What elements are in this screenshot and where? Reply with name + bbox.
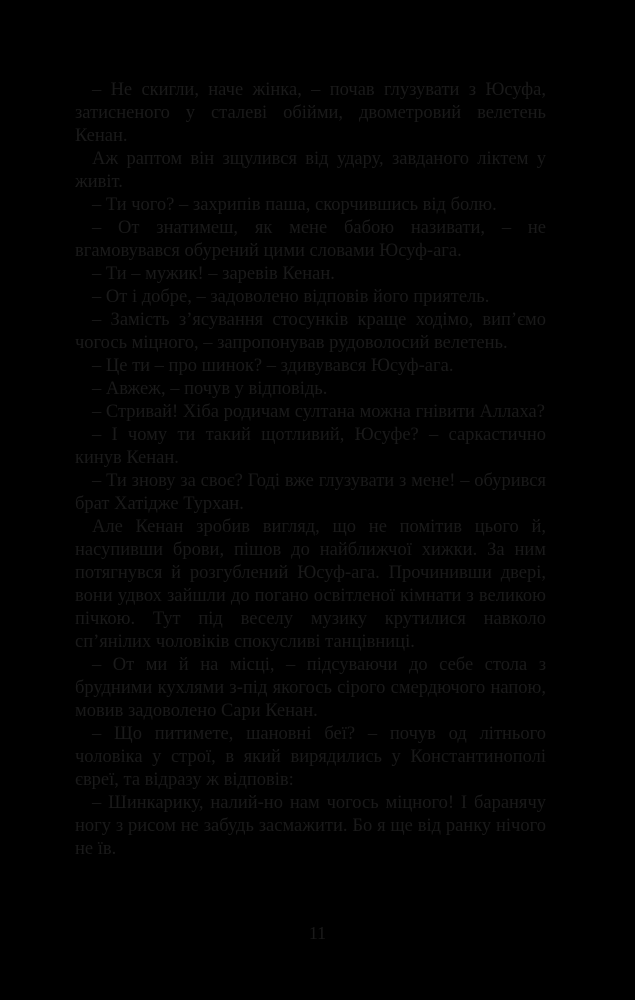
paragraph: Аж раптом він зщулився від удару, завданого ліктем у живіт. <box>75 149 546 192</box>
paragraph: Але Кенан зробив вигляд, що не помітив цього й, насупивши брови, пішов до найближчої хижки. За ним потягнувся й розгублений Юсуф-ага. Прочинивши двері, вони удвох зайшли до погано освітленої кімнати з великою пічкою. Тут під веселу музику крутилися навколо сп’янілих чоловіків спокусливі танцівниці. <box>75 517 546 652</box>
paragraph: – Шинкарику, налий-но нам чогось міцного! І баранячу ногу з рисом не забудь засмажити. Бо я ще від ранку нічого не їв. <box>75 793 546 859</box>
paragraph: – Авжеж, – почув у відповідь. <box>92 379 328 399</box>
paragraph: – І чому ти такий щотливий, Юсуфе? – саркастично кинув Кенан. <box>75 425 546 468</box>
paragraph: – Що питимете, шановні беї? – почув од літнього чоловіка у строї, в який вирядились у Константинополі євреї, та відразу ж відповів: <box>75 724 546 790</box>
paragraph: – Ти чого? – захрипів паша, скорчившись від болю. <box>92 195 497 215</box>
paragraph: – От ми й на місці, – підсуваючи до себе стола з брудними кухлями з-під якогось сірого смердючого напою, мовив задоволено Сари Кенан. <box>75 655 546 721</box>
paragraph: – Замість з’ясування стосунків краще ходімо, вип’ємо чогось міцного, – запропонував рудоволосий велетень. <box>75 310 546 353</box>
page-body-text <box>75 79 546 861</box>
paragraph: – Стривай! Хіба родичам султана можна гнівити Аллаха? <box>92 402 545 422</box>
paragraph: – Ти знову за своє? Годі вже глузувати з мене! – обурився брат Хатідже Турхан. <box>75 471 546 514</box>
paragraph: – Це ти – про шинок? – здивувався Юсуф-ага. <box>92 356 454 376</box>
paragraph: – Ти – мужик! – заревів Кенан. <box>92 264 335 284</box>
paragraph: – От знатимеш, як мене бабою називати, – не вгамовувався обурений цими словами Юсуф-ага. <box>75 218 546 261</box>
page-number: 11 <box>308 923 327 943</box>
paragraph: – От і добре, – задоволено відповів його приятель. <box>92 287 490 307</box>
paragraph: – Не скигли, наче жінка, – почав глузувати з Юсуфа, затисненого у сталеві обійми, двометровий велетень Кенан. <box>75 80 546 146</box>
